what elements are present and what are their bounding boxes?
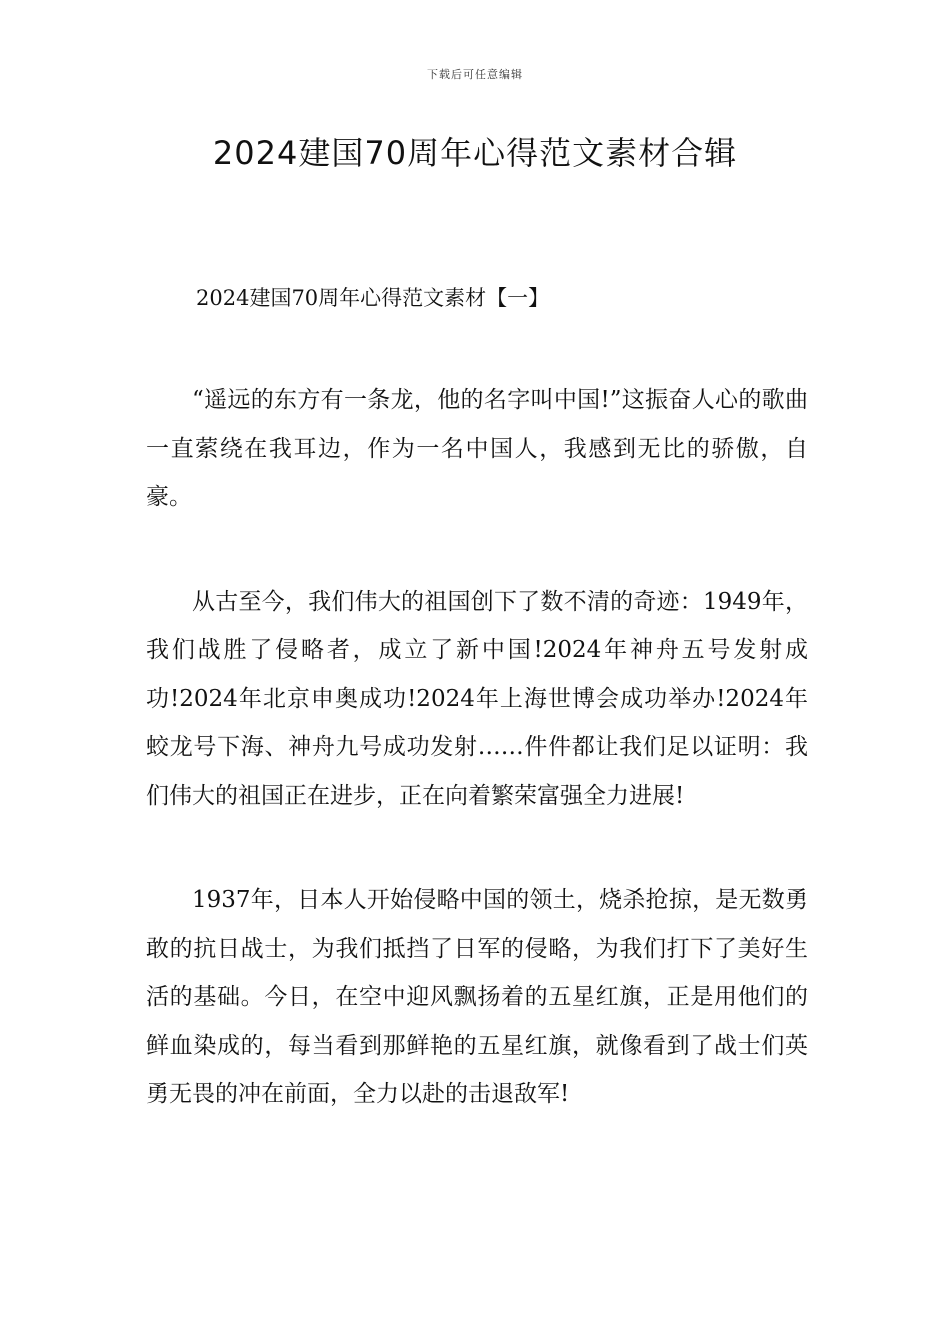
paragraph-1: “遥远的东方有一条龙，他的名字叫中国!”这振奋人心的歌曲一直萦绕在我耳边，作为一名中国人，我感到无比的骄傲，自豪。 (146, 387, 808, 510)
document-body (146, 376, 808, 1175)
paragraph-2: 从古至今，我们伟大的祖国创下了数不清的奇迹：1949年，我们战胜了侵略者，成立了新中国!2024年神舟五号发射成功!2024年北京申奥成功!2024年上海世博会成功举办!2024年蛟龙号下海、神舟九号成功发射……件件都让我们足以证明：我们伟大的祖国正在进步，正在向着繁荣富强全力进展! (146, 588, 808, 809)
header-note: 下载后可任意编辑 (427, 68, 523, 81)
document-title: 2024建国70周年心得范文素材合辑 (212, 134, 738, 172)
paragraph-3: 1937年，日本人开始侵略中国的领土，烧杀抢掠，是无数勇敢的抗日战士，为我们抵挡了日军的侵略，为我们打下了美好生活的基础。今日，在空中迎风飘扬着的五星红旗，正是用他们的鲜血染成的，每当看到那鲜艳的五星红旗，就像看到了战士们英勇无畏的冲在前面，全力以赴的击退敌军! (146, 887, 808, 1107)
section-heading: 2024建国70周年心得范文素材【一】 (196, 286, 550, 310)
